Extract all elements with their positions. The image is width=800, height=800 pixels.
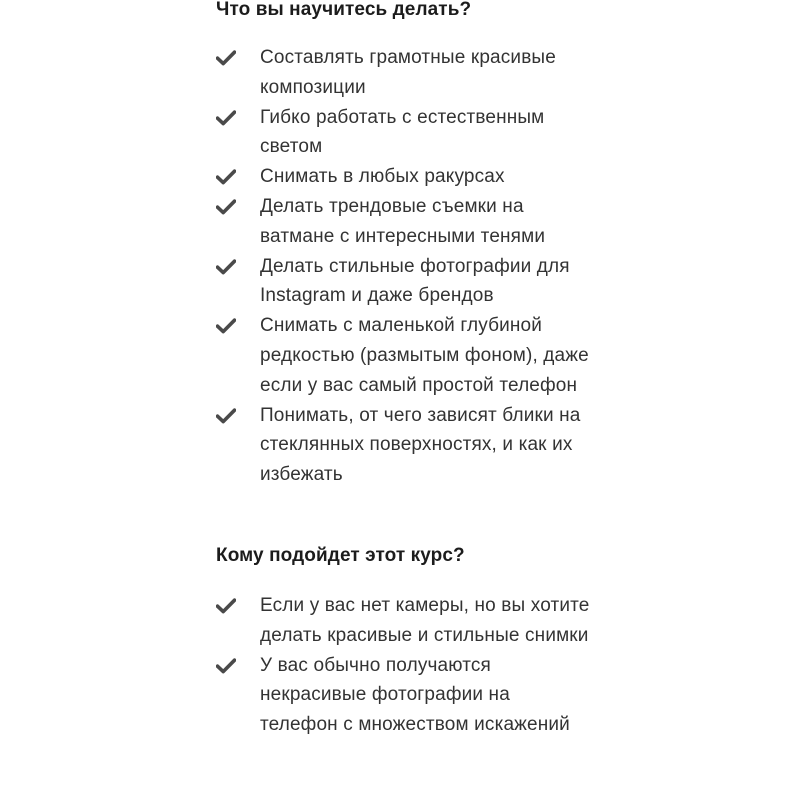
section-title-skills: Что вы научитесь делать?	[216, 0, 472, 20]
list-item	[216, 43, 590, 103]
list-item-text: Делать стильные фотографии для Instagram и даже брендов	[260, 255, 570, 307]
list-item-text: Составлять грамотные красивые композиции	[260, 47, 556, 98]
list-item-text: Гибко работать с естественным светом	[260, 106, 545, 158]
list-item	[216, 311, 590, 400]
list-item	[216, 103, 590, 163]
list-item	[216, 252, 590, 312]
checkmark-icon	[216, 408, 236, 424]
list-item-text: Понимать, от чего зависят блики на стеклянных поверхностях, и как их избежать	[260, 404, 581, 486]
skills-list	[216, 43, 596, 490]
checkmark-icon	[216, 318, 236, 334]
list-item	[216, 651, 590, 740]
list-item-text: У вас обычно получаются некрасивые фотографии на телефон с множеством искажений	[260, 654, 570, 736]
checkmark-icon	[216, 199, 236, 215]
checkmark-icon	[216, 110, 236, 126]
list-item	[216, 162, 590, 192]
list-item-text: Если у вас нет камеры, но вы хотите делать красивые и стильные снимки	[260, 595, 590, 646]
section-title-audience: Кому подойдет этот курс?	[216, 545, 465, 566]
audience-list	[216, 591, 596, 740]
checkmark-icon	[216, 50, 236, 66]
checkmark-icon	[216, 259, 236, 275]
list-item	[216, 192, 590, 252]
checkmark-icon	[216, 598, 236, 614]
list-item-text: Делать трендовые съемки на ватмане с интересными тенями	[260, 195, 546, 247]
list-item-text: Снимать с маленькой глубиной редкостью (размытым фоном), даже если у вас самый простой телефон	[260, 315, 589, 396]
list-item	[216, 401, 590, 490]
list-item-text: Снимать в любых ракурсах	[260, 166, 505, 188]
list-item	[216, 591, 590, 651]
checkmark-icon	[216, 169, 236, 185]
checkmark-icon	[216, 658, 236, 674]
